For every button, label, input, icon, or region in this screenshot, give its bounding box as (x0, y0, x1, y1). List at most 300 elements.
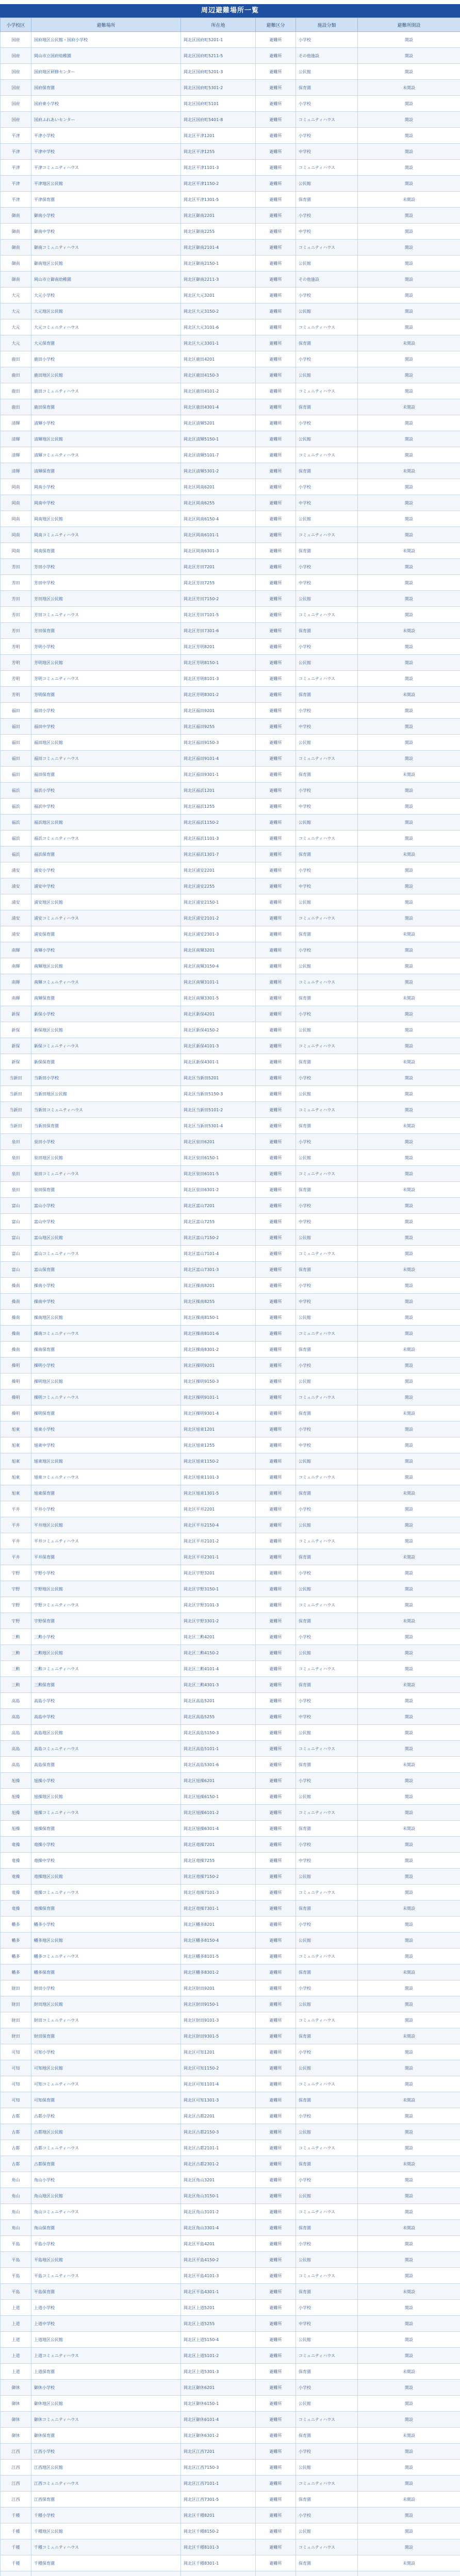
cell-facility-category: 小学校 (296, 2444, 358, 2460)
cell-address: 岡北区可知1150-2 (181, 2060, 256, 2076)
cell-facility: 旭東中学校 (31, 1437, 181, 1453)
cell-opening-status: 開設 (358, 128, 460, 144)
cell-facility-category: コミュニティハウス (296, 2476, 358, 2492)
cell-opening-status: 開設 (358, 383, 460, 399)
cell-opening-status: 開設 (358, 878, 460, 894)
cell-facility: 御休保育園 (31, 2428, 181, 2444)
cell-address: 岡北区三勲4201 (181, 1629, 256, 1645)
cell-opening-status: 開設 (358, 1310, 460, 1326)
cell-facility: 富山中学校 (31, 1214, 181, 1230)
cell-opening-status: 開設 (358, 1980, 460, 1996)
cell-address: 岡北区浦安2255 (181, 878, 256, 894)
cell-shelter-type: 避難所 (256, 32, 296, 48)
cell-facility: 南輝小学校 (31, 942, 181, 958)
cell-shelter-type: 避難所 (256, 1421, 296, 1437)
cell-school-district: 平島 (1, 2236, 31, 2252)
table-row (1, 2012, 460, 2028)
cell-opening-status: 開設 (358, 2124, 460, 2140)
cell-facility: 鹿田コミュニティハウス (31, 383, 181, 399)
cell-address: 岡北区高島5150-3 (181, 1725, 256, 1741)
table-row (1, 735, 460, 751)
cell-facility-category: 公民館 (296, 958, 358, 974)
cell-opening-status: 開設 (358, 1773, 460, 1789)
cell-shelter-type: 避難所 (256, 2555, 296, 2571)
table-row (1, 1214, 460, 1230)
cell-address: 岡北区福浜1301-7 (181, 846, 256, 862)
cell-facility-category: 保育園 (296, 335, 358, 351)
cell-address: 岡北区福田9101-4 (181, 751, 256, 767)
cell-address: 岡北区古都2201 (181, 2108, 256, 2124)
table-row (1, 1198, 460, 1214)
cell-opening-status: 開設 (358, 639, 460, 655)
cell-address: 岡北区上道5255 (181, 2316, 256, 2332)
cell-address: 岡北区国府町5101 (181, 96, 256, 112)
cell-facility: 福田保育園 (31, 767, 181, 783)
cell-facility-category: 保育園 (296, 399, 358, 415)
table-row (1, 2476, 460, 2492)
cell-school-district: 旭操 (1, 1821, 31, 1837)
cell-facility-category: コミュニティハウス (296, 910, 358, 926)
table-row (1, 1118, 460, 1134)
cell-opening-status: 未開設 (358, 1485, 460, 1501)
cell-facility: 泉田コミュニティハウス (31, 1166, 181, 1182)
table-row (1, 2140, 460, 2156)
cell-school-district: 平島 (1, 2252, 31, 2268)
cell-school-district: 福田 (1, 751, 31, 767)
table-row (1, 1326, 460, 1342)
cell-address: 岡北区芳田7201 (181, 559, 256, 575)
cell-facility-category: 中学校 (296, 144, 358, 160)
cell-shelter-type: 避難所 (256, 2220, 296, 2236)
cell-shelter-type: 避難所 (256, 607, 296, 623)
cell-facility: 幡多コミュニティハウス (31, 1948, 181, 1964)
cell-shelter-type: 避難所 (256, 415, 296, 431)
cell-opening-status: 未開設 (358, 2220, 460, 2236)
table-row (1, 1709, 460, 1725)
cell-opening-status: 開設 (358, 799, 460, 815)
cell-address: 岡北区新保4201 (181, 1006, 256, 1022)
cell-school-district: 浦安 (1, 878, 31, 894)
cell-school-district: 宇野 (1, 1613, 31, 1629)
cell-opening-status: 開設 (358, 1086, 460, 1102)
cell-facility: 国府地区公民館・国府小学校 (31, 32, 181, 48)
cell-opening-status: 開設 (358, 1501, 460, 1517)
cell-address: 岡北区新保4101-3 (181, 1038, 256, 1054)
cell-facility-category: 保育園 (296, 2156, 358, 2172)
table-row (1, 2188, 460, 2204)
cell-facility-category: コミュニティハウス (296, 607, 358, 623)
cell-opening-status: 開設 (358, 894, 460, 910)
cell-shelter-type: 避難所 (256, 1613, 296, 1629)
cell-shelter-type: 避難所 (256, 735, 296, 751)
cell-facility: 泉田地区公民館 (31, 1150, 181, 1166)
table-row (1, 144, 460, 160)
table-row (1, 1741, 460, 1757)
cell-facility-category: 保育園 (296, 623, 358, 639)
cell-address: 岡北区上道5150-4 (181, 2332, 256, 2348)
cell-shelter-type: 避難所 (256, 1485, 296, 1501)
cell-school-district: 操南 (1, 1310, 31, 1326)
cell-opening-status: 開設 (358, 224, 460, 240)
cell-facility: 可知地区公民館 (31, 2060, 181, 2076)
cell-facility: 可知保育園 (31, 2092, 181, 2108)
cell-shelter-type: 避難所 (256, 1661, 296, 1677)
table-row (1, 1885, 460, 1901)
cell-school-district: 竜操 (1, 1853, 31, 1869)
cell-opening-status: 開設 (358, 2140, 460, 2156)
cell-shelter-type: 避難所 (256, 2284, 296, 2300)
cell-shelter-type: 避難所 (256, 1821, 296, 1837)
cell-facility-category: 公民館 (296, 367, 358, 383)
cell-opening-status: 未開設 (358, 1677, 460, 1693)
cell-school-district: 操明 (1, 1374, 31, 1389)
cell-address: 岡北区鹿田4301-4 (181, 399, 256, 415)
cell-school-district: 旭東 (1, 1421, 31, 1437)
cell-address: 岡北区新保4301-1 (181, 1054, 256, 1070)
cell-school-district: 御休 (1, 2412, 31, 2428)
cell-shelter-type: 避難所 (256, 1645, 296, 1661)
cell-shelter-type: 避難所 (256, 1198, 296, 1214)
cell-address: 岡北区角山3301-4 (181, 2220, 256, 2236)
cell-shelter-type: 避難所 (256, 1278, 296, 1294)
cell-shelter-type: 避難所 (256, 160, 296, 176)
cell-shelter-type: 避難所 (256, 383, 296, 399)
cell-facility: 操南コミュニティハウス (31, 1326, 181, 1342)
cell-opening-status: 開設 (358, 2012, 460, 2028)
cell-facility: 御休コミュニティハウス (31, 2412, 181, 2428)
table-row (1, 1565, 460, 1581)
cell-facility-category: 公民館 (296, 1086, 358, 1102)
cell-facility-category: コミュニティハウス (296, 160, 358, 176)
table-row (1, 1230, 460, 1246)
cell-address: 岡北区富山7101-4 (181, 1246, 256, 1262)
table-row (1, 192, 460, 208)
cell-address: 岡北区操明9150-3 (181, 1374, 256, 1389)
cell-address: 岡北区岡南6255 (181, 495, 256, 511)
cell-opening-status: 開設 (358, 2268, 460, 2284)
cell-shelter-type: 避難所 (256, 1469, 296, 1485)
cell-school-district: 新保 (1, 1006, 31, 1022)
cell-shelter-type: 避難所 (256, 1501, 296, 1517)
cell-facility: 新保地区公民館 (31, 1022, 181, 1038)
cell-opening-status: 開設 (358, 1645, 460, 1661)
cell-opening-status: 未開設 (358, 990, 460, 1006)
cell-facility-category: 保育園 (296, 2555, 358, 2571)
cell-address: 岡北区角山3201 (181, 2172, 256, 2188)
table-row (1, 1629, 460, 1645)
cell-facility-category: 小学校 (296, 1070, 358, 1086)
cell-opening-status: 開設 (358, 447, 460, 463)
table-row (1, 2396, 460, 2412)
cell-opening-status: 開設 (358, 607, 460, 623)
table-header-row (1, 18, 460, 32)
cell-facility: 三勲地区公民館 (31, 1645, 181, 1661)
cell-school-district: 千種 (1, 2555, 31, 2571)
cell-facility-category: 小学校 (296, 128, 358, 144)
cell-facility-category: 中学校 (296, 575, 358, 591)
cell-facility-category: 保育園 (296, 1262, 358, 1278)
cell-address: 岡北区高島5101-1 (181, 1741, 256, 1757)
cell-facility-category: 保育園 (296, 2220, 358, 2236)
cell-opening-status: 開設 (358, 1629, 460, 1645)
cell-address: 岡北区福田9255 (181, 719, 256, 735)
cell-address: 岡北区清輝5201 (181, 415, 256, 431)
cell-shelter-type: 避難所 (256, 1310, 296, 1326)
cell-opening-status: 開設 (358, 48, 460, 64)
cell-facility-category: 公民館 (296, 2188, 358, 2204)
cell-facility: 新保保育園 (31, 1054, 181, 1070)
cell-school-district: 江西 (1, 2492, 31, 2507)
cell-address: 岡北区鹿田4150-3 (181, 367, 256, 383)
cell-address: 岡北区可知1101-4 (181, 2076, 256, 2092)
cell-shelter-type: 避難所 (256, 687, 296, 703)
cell-address: 岡北区江西7150-3 (181, 2460, 256, 2476)
cell-school-district: 清輝 (1, 431, 31, 447)
cell-facility: 旭操地区公民館 (31, 1789, 181, 1805)
cell-facility: 平井保育園 (31, 1549, 181, 1565)
cell-address: 岡北区上道5301-3 (181, 2364, 256, 2380)
cell-address: 岡北区宇野3101-3 (181, 1597, 256, 1613)
cell-facility-category: 保育園 (296, 1964, 358, 1980)
cell-address: 岡北区上道5201 (181, 2300, 256, 2316)
cell-facility-category: 小学校 (296, 1565, 358, 1581)
cell-opening-status: 未開設 (358, 1405, 460, 1421)
cell-address: 岡北区操南8255 (181, 1294, 256, 1310)
cell-opening-status: 開設 (358, 415, 460, 431)
cell-address: 岡北区御南2255 (181, 224, 256, 240)
cell-school-district: 操明 (1, 1358, 31, 1374)
cell-school-district: 操明 (1, 1405, 31, 1421)
table-row (1, 1469, 460, 1485)
cell-facility: 角山地区公民館 (31, 2188, 181, 2204)
cell-shelter-type: 避難所 (256, 1374, 296, 1389)
cell-school-district: 福浜 (1, 815, 31, 831)
cell-facility: 新保コミュニティハウス (31, 1038, 181, 1054)
cell-address: 岡北区宇野3301-2 (181, 1613, 256, 1629)
cell-facility: 芳田地区公民館 (31, 591, 181, 607)
cell-opening-status: 未開設 (358, 335, 460, 351)
cell-address: 岡北区平井2101-2 (181, 1533, 256, 1549)
table-row (1, 607, 460, 623)
cell-facility-category: 保育園 (296, 1182, 358, 1198)
cell-facility: 芳明コミュニティハウス (31, 671, 181, 687)
cell-opening-status: 開設 (358, 2380, 460, 2396)
cell-opening-status: 開設 (358, 2460, 460, 2476)
cell-school-district: 可知 (1, 2092, 31, 2108)
table-row (1, 1581, 460, 1597)
cell-address: 岡北区財田9101-3 (181, 2012, 256, 2028)
cell-facility-category: 公民館 (296, 2460, 358, 2476)
cell-shelter-type: 避難所 (256, 2428, 296, 2444)
cell-facility-category: 小学校 (296, 1693, 358, 1709)
cell-facility-category: 小学校 (296, 479, 358, 495)
cell-facility-category: 公民館 (296, 894, 358, 910)
cell-shelter-type: 避難所 (256, 1134, 296, 1150)
table-row (1, 2507, 460, 2523)
cell-school-district: 平島 (1, 2268, 31, 2284)
cell-facility-category: 公民館 (296, 1374, 358, 1389)
cell-address: 岡北区古都2150-3 (181, 2124, 256, 2140)
cell-school-district: 旭操 (1, 1773, 31, 1789)
cell-address: 岡北区操南8150-1 (181, 1310, 256, 1326)
cell-facility: 岡山市立国府幼稚園 (31, 48, 181, 64)
cell-shelter-type: 避難所 (256, 894, 296, 910)
cell-address: 岡北区高島5201 (181, 1693, 256, 1709)
cell-facility-category: 小学校 (296, 1278, 358, 1294)
cell-school-district: 操南 (1, 1342, 31, 1358)
cell-school-district: 上道 (1, 2364, 31, 2380)
cell-facility: 福田地区公民館 (31, 735, 181, 751)
cell-facility: 当新田コミュニティハウス (31, 1102, 181, 1118)
cell-facility: 芳明小学校 (31, 639, 181, 655)
cell-facility-category: コミュニティハウス (296, 319, 358, 335)
cell-address: 岡北区旭操6201 (181, 1773, 256, 1789)
table-row (1, 415, 460, 431)
cell-school-district: 泉田 (1, 1150, 31, 1166)
cell-facility: 浦安中学校 (31, 878, 181, 894)
cell-shelter-type: 避難所 (256, 1262, 296, 1278)
table-row (1, 367, 460, 383)
cell-school-district: 角山 (1, 2220, 31, 2236)
cell-school-district: 高島 (1, 1725, 31, 1741)
cell-address: 岡北区千種8150-2 (181, 2523, 256, 2539)
cell-facility-category: コミュニティハウス (296, 1885, 358, 1901)
cell-facility-category: 小学校 (296, 1501, 358, 1517)
cell-shelter-type: 避難所 (256, 1629, 296, 1645)
cell-shelter-type: 避難所 (256, 2460, 296, 2476)
cell-address: 岡北区御休6101-4 (181, 2412, 256, 2428)
cell-school-district: 御南 (1, 224, 31, 240)
cell-facility-category: コミュニティハウス (296, 2140, 358, 2156)
cell-shelter-type: 避難所 (256, 240, 296, 256)
cell-shelter-type: 避難所 (256, 815, 296, 831)
cell-facility: 高島中学校 (31, 1709, 181, 1725)
cell-address: 岡北区御南2201 (181, 208, 256, 224)
cell-facility-category: 公民館 (296, 655, 358, 671)
cell-school-district: 富山 (1, 1246, 31, 1262)
table-row (1, 2156, 460, 2172)
cell-school-district: 大元 (1, 319, 31, 335)
cell-school-district: 三勲 (1, 1677, 31, 1693)
cell-facility: 福田小学校 (31, 703, 181, 719)
cell-facility-category: 小学校 (296, 559, 358, 575)
cell-facility: 岡南保育園 (31, 543, 181, 559)
cell-facility: 三勲コミュニティハウス (31, 1661, 181, 1677)
cell-facility: 南輝コミュニティハウス (31, 974, 181, 990)
cell-shelter-type: 避難所 (256, 655, 296, 671)
cell-facility: 当新田小学校 (31, 1070, 181, 1086)
cell-address: 岡北区江西7301-5 (181, 2492, 256, 2507)
cell-school-district: 国府 (1, 112, 31, 128)
cell-facility: 御南コミュニティハウス (31, 240, 181, 256)
cell-address: 岡北区平島4301-1 (181, 2284, 256, 2300)
cell-shelter-type: 避難所 (256, 2444, 296, 2460)
cell-opening-status: 開設 (358, 1006, 460, 1022)
table-row (1, 1725, 460, 1741)
table-row (1, 1533, 460, 1549)
cell-address: 岡北区千種8201 (181, 2507, 256, 2523)
cell-address: 岡北区芳田7255 (181, 575, 256, 591)
table-row (1, 831, 460, 846)
cell-facility: 江西保育園 (31, 2492, 181, 2507)
cell-facility: 清輝コミュニティハウス (31, 447, 181, 463)
table-row (1, 1086, 460, 1102)
table-row (1, 671, 460, 687)
cell-address: 岡北区平井2150-4 (181, 1517, 256, 1533)
table-row (1, 2412, 460, 2428)
cell-opening-status: 開設 (358, 1038, 460, 1054)
table-row (1, 1805, 460, 1821)
cell-school-district: 浦安 (1, 926, 31, 942)
cell-address: 岡北区三勲4301-3 (181, 1677, 256, 1693)
cell-facility: 平島小学校 (31, 2236, 181, 2252)
cell-school-district: 御南 (1, 208, 31, 224)
cell-address: 岡北区芳明8150-1 (181, 655, 256, 671)
cell-opening-status: 開設 (358, 2316, 460, 2332)
cell-facility-category: 中学校 (296, 1709, 358, 1725)
cell-school-district: 平井 (1, 1549, 31, 1565)
cell-facility: 竜操保育園 (31, 1901, 181, 1917)
table-row (1, 1597, 460, 1613)
cell-shelter-type: 避難所 (256, 335, 296, 351)
cell-shelter-type: 避難所 (256, 974, 296, 990)
cell-facility-category: 小学校 (296, 1917, 358, 1933)
cell-opening-status: 開設 (358, 2044, 460, 2060)
table-row (1, 2380, 460, 2396)
cell-opening-status: 開設 (358, 1789, 460, 1805)
cell-facility: 泉田小学校 (31, 1134, 181, 1150)
table-row (1, 527, 460, 543)
cell-school-district: 芳田 (1, 559, 31, 575)
cell-facility-category: 保育園 (296, 990, 358, 1006)
cell-shelter-type: 避難所 (256, 1565, 296, 1581)
cell-address: 岡北区鹿田4101-2 (181, 383, 256, 399)
cell-shelter-type: 避難所 (256, 2380, 296, 2396)
table-row (1, 926, 460, 942)
cell-facility-category: 小学校 (296, 1134, 358, 1150)
cell-facility-category: 小学校 (296, 1358, 358, 1374)
cell-school-district: 御休 (1, 2428, 31, 2444)
cell-address: 岡北区浦安2101-2 (181, 910, 256, 926)
cell-shelter-type: 避難所 (256, 1533, 296, 1549)
cell-address: 岡北区泉田6150-1 (181, 1150, 256, 1166)
cell-facility: 清輝地区公民館 (31, 431, 181, 447)
cell-opening-status: 開設 (358, 559, 460, 575)
cell-facility-category: 保育園 (296, 2284, 358, 2300)
table-row (1, 2492, 460, 2507)
cell-facility: 幡多保育園 (31, 1964, 181, 1980)
cell-opening-status: 未開設 (358, 846, 460, 862)
cell-shelter-type: 避難所 (256, 1677, 296, 1693)
table-row (1, 1134, 460, 1150)
cell-address: 岡北区芳明8301-2 (181, 687, 256, 703)
table-row (1, 351, 460, 367)
cell-shelter-type: 避難所 (256, 144, 296, 160)
table-row (1, 1485, 460, 1501)
cell-facility: 操南中学校 (31, 1294, 181, 1310)
cell-shelter-type: 避難所 (256, 926, 296, 942)
cell-facility: 宇野地区公民館 (31, 1581, 181, 1597)
cell-opening-status: 開設 (358, 1917, 460, 1933)
cell-facility: 御休小学校 (31, 2380, 181, 2396)
cell-opening-status: 未開設 (358, 2428, 460, 2444)
cell-shelter-type: 避難所 (256, 1118, 296, 1134)
cell-school-district: 福浜 (1, 831, 31, 846)
cell-facility: 上道保育園 (31, 2364, 181, 2380)
cell-facility-category: コミュニティハウス (296, 2204, 358, 2220)
cell-opening-status: 開設 (358, 751, 460, 767)
cell-school-district: 清輝 (1, 415, 31, 431)
